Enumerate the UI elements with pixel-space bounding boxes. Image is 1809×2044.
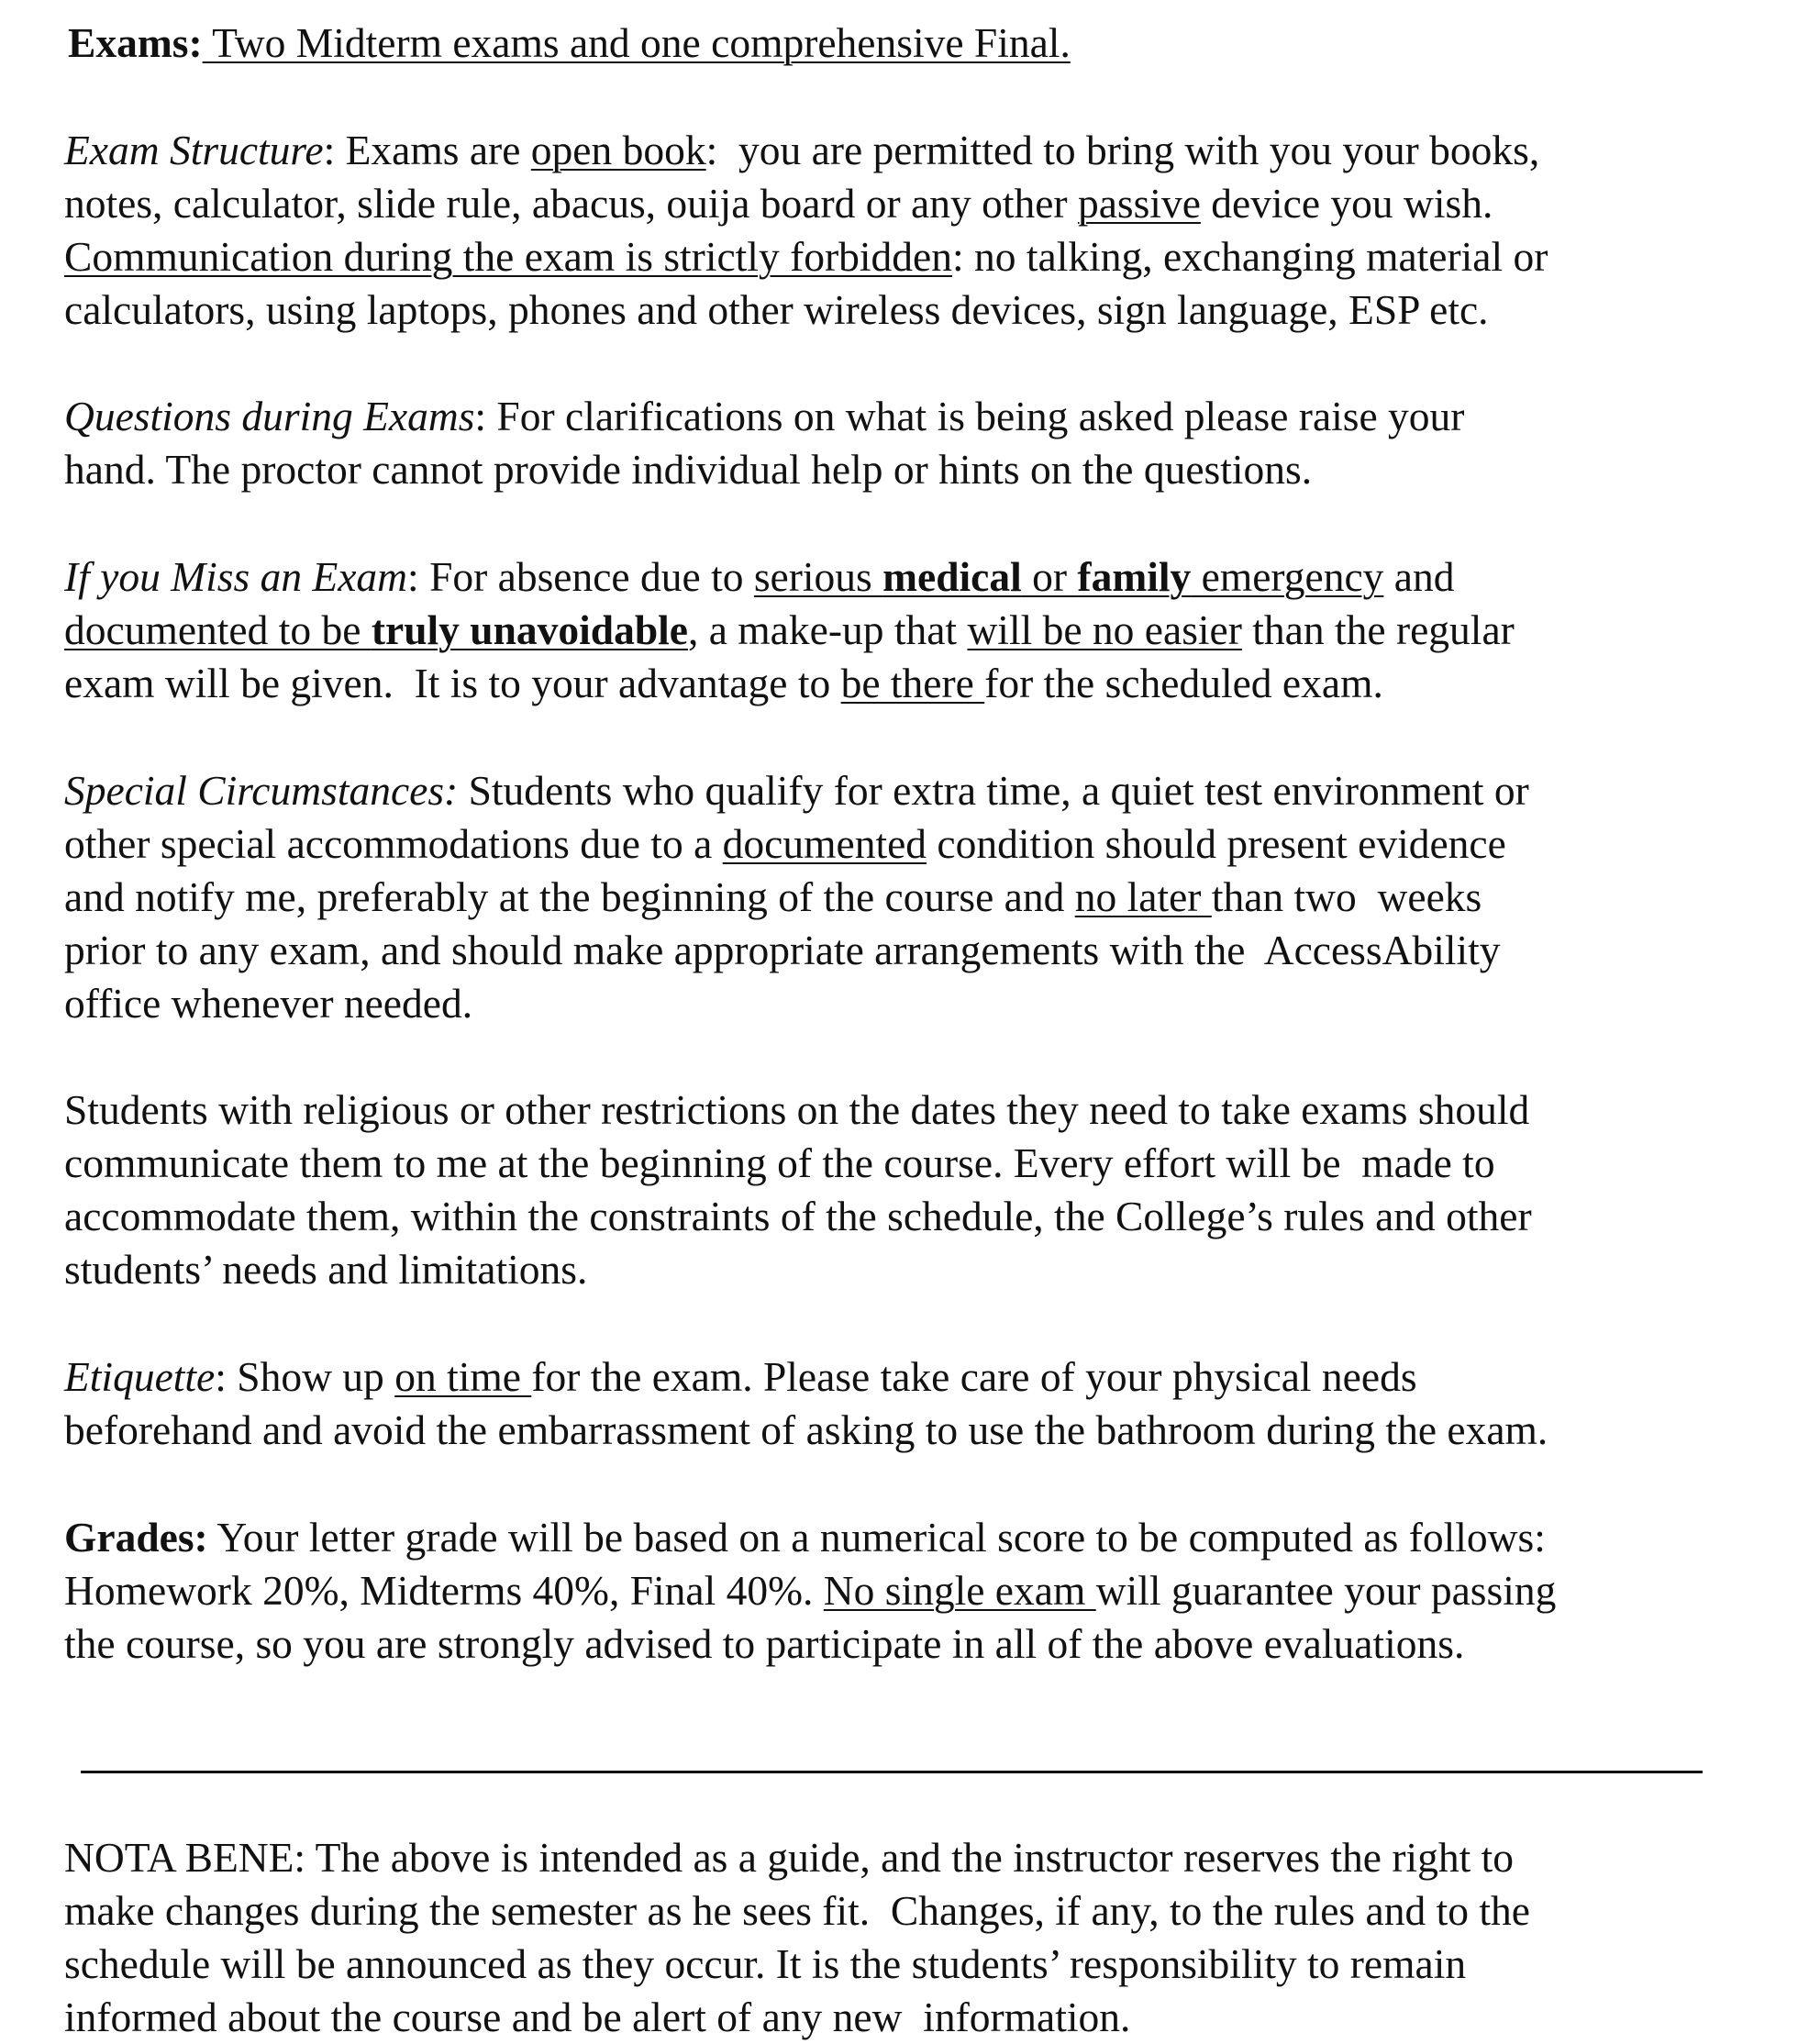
religious-line-2: communicate them to me at the beginning of the course. Every effort will be made to [64,1139,1495,1186]
miss-exam-line-1: If you Miss an Exam: For absence due to serious medical or family emergency and [64,553,1455,600]
grades-line-3: the course, so you are strongly advised to participate in all of the above evaluations. [64,1620,1465,1667]
family-emphasis: family [1077,553,1192,600]
questions-heading: Questions during Exams [64,393,475,439]
documented-emphasis: documented [722,820,927,867]
no-later-emphasis: no later [1074,873,1212,920]
exam-structure-line-4: calculators, using laptops, phones and other wireless devices, sign language, ESP etc. [64,286,1489,333]
etiquette-line-2: beforehand and avoid the embarrassment of asking to use the bathroom during the exam. [64,1406,1548,1453]
miss-exam-line-3: exam will be given. It is to your advantage to be there for the scheduled exam. [64,660,1383,706]
etiquette-line-1: Etiquette: Show up on time for the exam. Please take care of your physical needs [64,1353,1417,1400]
nota-bene-line-3: schedule will be announced as they occur. It is the students’ responsibility to remain [64,1940,1467,1987]
religious-line-4: students’ needs and limitations. [64,1246,588,1293]
etiquette-heading: Etiquette [64,1353,216,1400]
miss-exam-line-2: documented to be truly unavoidable, a make-up that will be no easier than the regular [64,606,1515,653]
be-there-emphasis: be there [840,660,985,706]
open-book-emphasis: open book [530,127,706,173]
exams-heading: Exams: [68,19,203,66]
medical-emphasis: medical [882,553,1022,600]
special-heading: Special Circumstances: [64,767,459,814]
grades-heading: Grades: [64,1514,208,1561]
exams-line [68,17,1071,70]
horizontal-rule [81,1771,1703,1773]
exams-summary: Two Midterm exams and one comprehensive Final. [202,19,1071,66]
questions-line-1: Questions during Exams: For clarifications on what is being asked please raise your [64,393,1465,439]
special-line-4: prior to any exam, and should make appropriate arrangements with the AccessAbility [64,927,1501,973]
religious-line-1: Students with religious or other restrictions on the dates they need to take exams should [64,1086,1530,1133]
no-single-exam-emphasis: No single exam [823,1567,1096,1614]
exam-structure-line-1: Exam Structure: Exams are open book: you are permitted to bring with you your books, [64,127,1540,173]
truly-unavoidable-emphasis: truly unavoidable [371,606,688,653]
on-time-emphasis: on time [394,1353,532,1400]
nota-bene-line-4: informed about the course and be alert of any new information. [64,1994,1131,2040]
nota-bene-line-1: NOTA BENE: The above is intended as a guide, and the instructor reserves the right to [64,1834,1515,1881]
exam-structure-heading: Exam Structure [64,127,324,173]
special-line-1: Special Circumstances: Students who qualify for extra time, a quiet test environment or [64,767,1529,814]
special-line-2: other special accommodations due to a documented condition should present evidence [64,820,1506,867]
exam-structure-line-3: Communication during the exam is strictly forbidden: no talking, exchanging material or [64,233,1548,280]
grades-line-1: Grades: Your letter grade will be based on a numerical score to be computed as follows: [64,1514,1546,1561]
nota-bene-line-2: make changes during the semester as he sees fit. Changes, if any, to the rules and to the [64,1887,1530,1934]
passive-emphasis: passive [1077,180,1201,227]
special-line-5: office whenever needed. [64,980,473,1027]
miss-exam-heading: If you Miss an Exam [64,553,408,600]
communication-forbidden-emphasis: Communication during the exam is strictly forbidden [64,233,952,280]
special-line-3: and notify me, preferably at the beginning of the course and no later than two weeks [64,873,1482,920]
questions-line-2: hand. The proctor cannot provide individual help or hints on the questions. [64,446,1313,493]
religious-line-3: accommodate them, within the constraints of the schedule, the College’s rules and other [64,1193,1532,1239]
grades-line-2: Homework 20%, Midterms 40%, Final 40%. No single exam will guarantee your passing [64,1567,1557,1614]
exam-structure-line-2: notes, calculator, slide rule, abacus, ouija board or any other passive device you wish. [64,180,1493,227]
no-easier-emphasis: will be no easier [967,606,1242,653]
